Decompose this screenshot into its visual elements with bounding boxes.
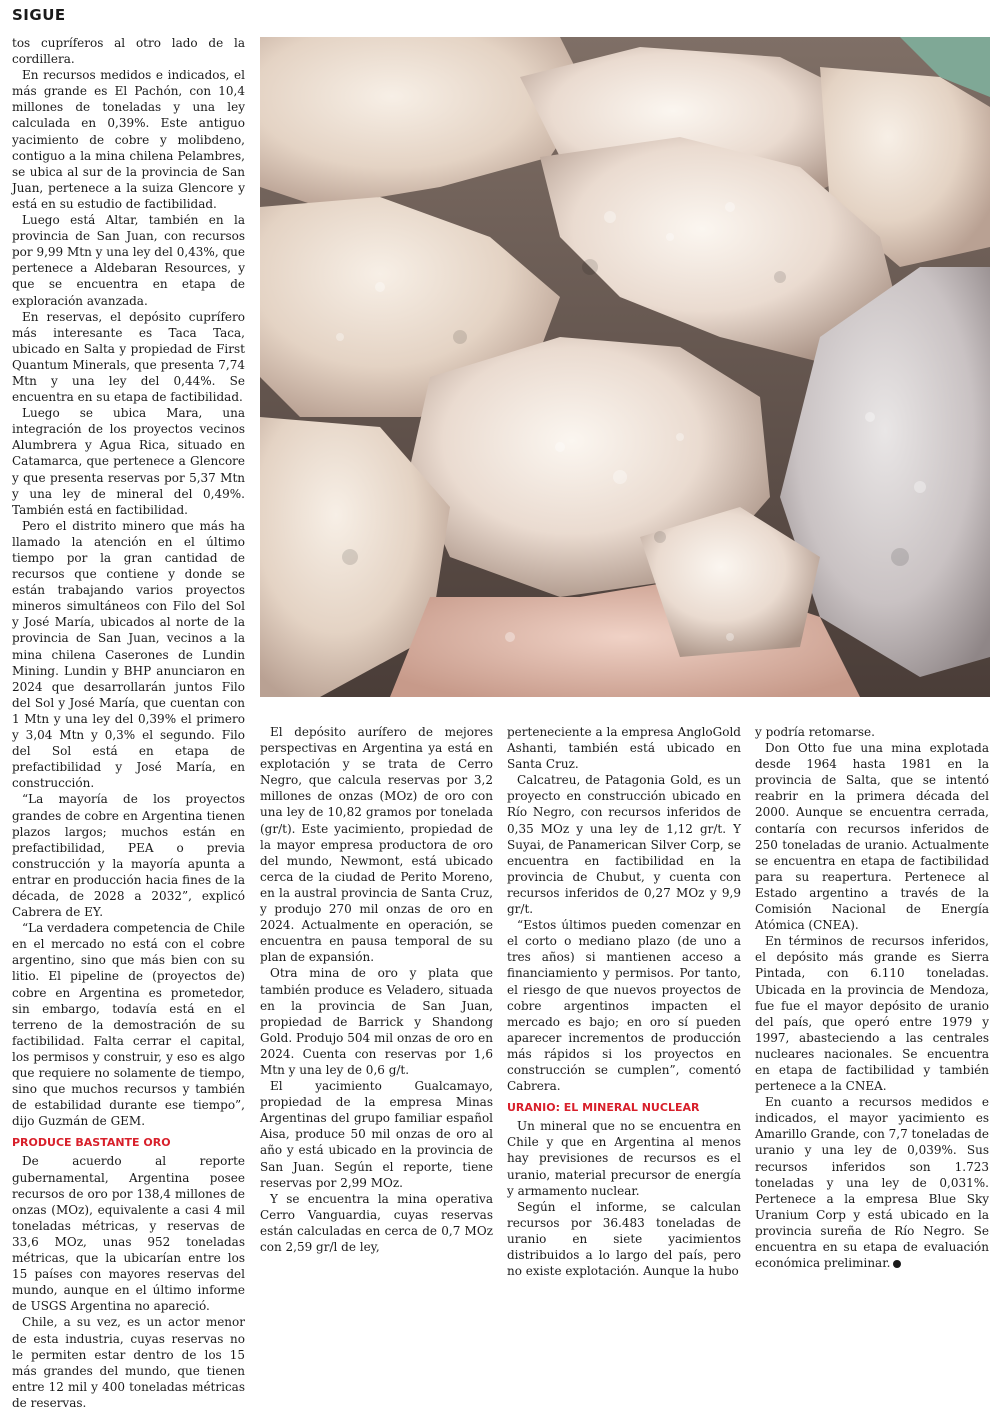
salt-rocks-photo xyxy=(260,37,990,697)
paragraph: Un mineral que no se encuentra en Chile y que en Argentina al menos hay previsiones de recursos es el uranio, material precursor de energía y armamento nuclear. xyxy=(507,1119,741,1198)
paragraph: perteneciente a la empresa AngloGold Ashanti, también está ubicado en Santa Cruz. xyxy=(507,725,741,772)
subheading-uranium: URANIO: EL MINERAL NUCLEAR xyxy=(507,1101,700,1115)
paragraph-text: En cuanto a recursos medidos e indicados, el mayor yacimiento es Amarillo Grande, con 7,7 toneladas de uranio y una ley de 0,039%. Sus recursos inferidos son 1.723 toneladas y una ley de 0,031%. Pertenece a la empresa Blue Sky Uranium Corp y está ubicado en la provincia sureña de Río Negro. Se encuentra en su etapa de evaluación económica preliminar. xyxy=(755,1095,989,1271)
paragraph: El yacimiento Gualcamayo, propiedad de la empresa Minas Argentinas del grupo familiar español Aisa, produce 50 mil onzas de oro al año y está ubicado en la provincia de San Juan. Según el reporte, tiene reservas por 2,99 MOz. xyxy=(260,1079,493,1190)
article-column-1 xyxy=(12,35,245,1411)
paragraph: Luego se ubica Mara, una integración de los proyectos vecinos Alumbrera y Agua Rica, situado en Catamarca, que pertenece a Glencore y que presenta reservas por 5,37 Mtn y una ley de mineral del 0,49%. También está en factibilidad. xyxy=(12,406,245,517)
paragraph: y podría retomarse. xyxy=(755,725,875,739)
end-of-article-icon xyxy=(893,1260,901,1268)
paragraph: tos cupríferos al otro lado de la cordillera. xyxy=(12,36,245,67)
paragraph: En recursos medidos e indicados, el más grande es El Pachón, con 10,4 millones de toneladas y una ley calculada en 0,39%. Este antiguo yacimiento de cobre y molibdeno, contiguo a la mina chilena Pelambres, se ubica al sur de la provincia de San Juan, pertenece a la suiza Glencore y está en su estudio de factibilidad. xyxy=(12,68,245,211)
paragraph: “La verdadera competencia de Chile en el mercado no está con el cobre argentino, sino que más bien con su litio. El pipeline de (proyectos de) cobre en Argentina es prometedor, sin embargo, todavía está en el terreno de la demostración de su factibilidad. Falta cerrar el capital, los permisos y construir, y eso es algo que requiere no solamente de tiempo, sino que muchos recursos y también de estabilidad durante ese tiempo”, dijo Guzmán de GEM. xyxy=(12,921,245,1129)
paragraph: El depósito aurífero de mejores perspectivas en Argentina ya está en explotación y se trata de Cerro Negro, que calcula reservas por 3,2 millones de onzas (MOz) de oro con una ley de 10,82 gramos por tonelada (gr/t). Este yacimiento, propiedad de la mayor empresa productora de oro del mundo, Newmont, está ubicado cerca de la ciudad de Perito Moreno, en la austral provincia de Santa Cruz, y produjo 270 mil onzas de oro en 2024. Actualmente en operación, se encuentra en pausa temporal de su plan de expansión. xyxy=(260,725,493,965)
paragraph xyxy=(755,1094,989,1271)
paragraph: Don Otto fue una mina explotada desde 1964 hasta 1981 en la provincia de Salta, que se intentó reabrir en la primera década del 2000. Aunque se encuentra cerrada, contaría con recursos inferidos de 250 toneladas de uranio. Actualmente se encuentra en etapa de factibilidad para su reapertura. Pertenece al Estado argentino a través de la Comisión Nacional de Energía Atómica (CNEA). xyxy=(755,741,989,933)
paragraph: Luego está Altar, también en la provincia de San Juan, con recursos por 9,99 Mtn y una ley del 0,43%, que pertenece a Aldebaran Resources, y que se encuentra en etapa de exploración avanzada. xyxy=(12,213,245,308)
salt-rocks-illustration xyxy=(260,37,990,697)
paragraph: De acuerdo al reporte gubernamental, Argentina posee recursos de oro por 138,4 millones de onzas (MOz), equivalente a casi 4 mil toneladas métricas, y reservas de 33,6 MOz, unas 952 toneladas métricas, que la ubicarían entre los 15 países con mayores reservas del mundo, aunque en el último informe de USGS Argentina no apareció. xyxy=(12,1154,245,1314)
paragraph: Según el informe, se calculan recursos por 36.483 toneladas de uranio en siete yacimientos distribuidos a lo largo del país, pero no existe explotación. Aunque la hubo xyxy=(507,1199,741,1279)
article-column-4 xyxy=(755,724,989,1271)
article-column-2 xyxy=(260,724,493,1255)
subheading-gold: PRODUCE BASTANTE ORO xyxy=(12,1136,171,1150)
paragraph: “Estos últimos pueden comenzar en el corto o mediano plazo (de uno a tres años) si mantienen acceso a financiamiento y permisos. Por tanto, el riesgo de que nuevos proyectos de cobre argentinos impacten el mercado es bajo; en oro sí pueden aparecer incrementos de producción más rápidos si los proyectos en construcción se cumplen”, comentó Cabrera. xyxy=(507,918,741,1094)
paragraph: Pero el distrito minero que más ha llamado la atención en el último tiempo por la gran cantidad de recursos que contiene y donde se están trabajando varios proyectos mineros simultáneos con Filo del Sol y José María, ubicados al norte de la provincia de San Juan, vecinos a la mina chilena Caserones de Lundin Mining. Lundin y BHP anunciaron en 2024 que desarrollarán juntos Filo del Sol y José María, que cuentan con 1 Mtn y una ley del 0,39% el primero y 3,04 Mtn y 0,3% el segundo. Filo del Sol está en etapa de prefactibilidad y José María, en construcción. xyxy=(12,518,245,791)
paragraph: Otra mina de oro y plata que también produce es Veladero, situada en la provincia de San Juan, propiedad de Barrick y Shandong Gold. Produjo 504 mil onzas de oro en 2024. Cuenta con reservas por 1,6 Mtn y una ley de 0,6 g/t. xyxy=(260,966,493,1077)
paragraph: Y se encuentra la mina operativa Cerro Vanguardia, cuyas reservas están calculadas en cerca de 0,7 MOz con 2,59 gr/l de ley, xyxy=(260,1191,493,1254)
paragraph: Chile, a su vez, es un actor menor de esta industria, cuyas reservas no le permiten estar dentro de los 15 más grandes del mundo, que tienen entre 12 mil y 400 toneladas métricas de reservas. xyxy=(12,1315,245,1410)
paragraph: En términos de recursos inferidos, el depósito más grande es Sierra Pintada, con 6.110 toneladas. Ubicada en la provincia de Mendoza, fue fue el mayor depósito de uranio del país, que operó entre 1979 y 1997, abasteciendo a las centrales nucleares nacionales. Se encuentra en etapa de factibilidad y también pertenece a la CNEA. xyxy=(755,934,989,1094)
section-label: SIGUE xyxy=(12,6,66,24)
article-column-3 xyxy=(507,724,741,1279)
paragraph: Calcatreu, de Patagonia Gold, es un proyecto en construcción ubicado en Río Negro, con recursos inferidos de 0,35 MOz y una ley de 1,12 gr/t. Y Suyai, de Panamerican Silver Corp, se encuentra en factibilidad en la provincia de Chubut, y cuenta con recursos inferidos de 0,27 MOz y 9,9 gr/t. xyxy=(507,773,741,917)
paragraph: En reservas, el depósito cuprífero más interesante es Taca Taca, ubicado en Salta y propiedad de First Quantum Minerals, que presenta 7,74 Mtn y una ley del 0,44%. Se encuentra en su etapa de factibilidad. xyxy=(12,309,245,405)
paragraph: “La mayoría de los proyectos grandes de cobre en Argentina tienen plazos largos; muchos están en prefactibilidad, PEA o previa construcción y la mayoría apunta a entrar en producción hacia fines de la década, de 2028 a 2032”, explicó Cabrera de EY. xyxy=(12,792,245,920)
